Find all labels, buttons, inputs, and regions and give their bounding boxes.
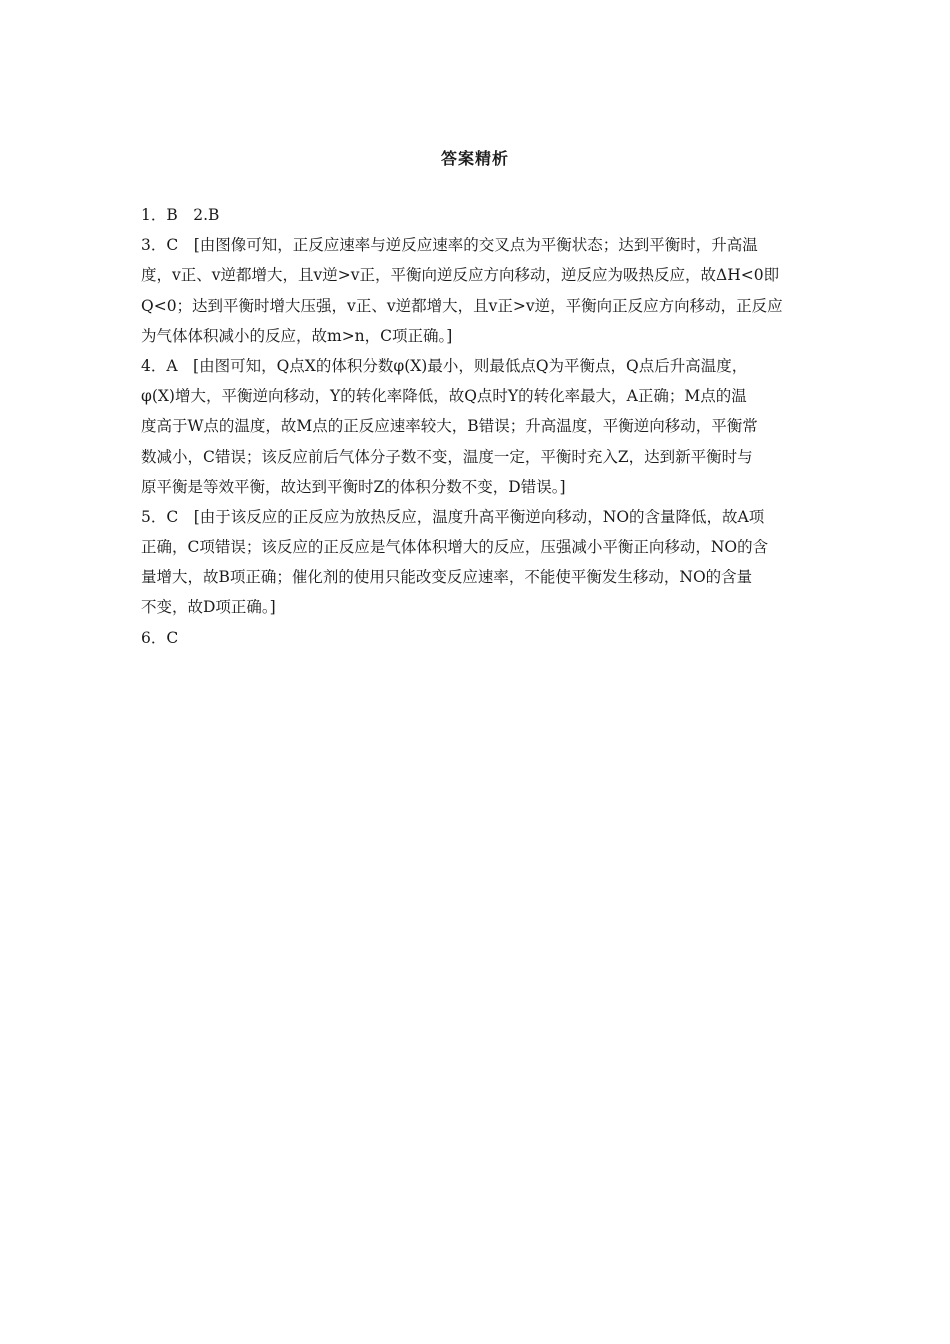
answer-line-2: 3．C [由图像可知，正反应速率与逆反应速率的交叉点为平衡状态；达到平衡时，升高温 (141, 236, 758, 255)
answer-line-10: 原平衡是等效平衡，故达到平衡时Z的体积分数不变，D错误。] (141, 477, 566, 496)
answer-line-7: φ(X)增大，平衡逆向移动，Y的转化率降低，故Q点时Y的转化率最大，A正确；M点的温 (141, 387, 747, 406)
answer-line-13: 量增大，故B项正确；催化剂的使用只能改变反应速率，不能使平衡发生移动，NO的含量 (141, 568, 753, 587)
page-title: 答案精析 (440, 149, 509, 168)
answer-line-4: Q<0；达到平衡时增大压强，v正、v逆都增大，且v正>v逆，平衡向正反应方向移动，正反应 (141, 296, 783, 315)
answer-line-9: 数减小，C错误；该反应前后气体分子数不变，温度一定，平衡时充入Z，达到新平衡时与 (141, 447, 753, 466)
answer-line-15: 6．C (141, 628, 179, 647)
answer-line-14: 不变，故D项正确。] (141, 598, 276, 617)
answer-line-11: 5．C [由于该反应的正反应为放热反应，温度升高平衡逆向移动，NO的含量降低，故A项 (141, 507, 765, 526)
answer-line-6: 4．A [由图可知，Q点X的体积分数φ(X)最小，则最低点Q为平衡点，Q点后升高温度， (141, 356, 748, 375)
answer-line-1: 1．B 2.B (141, 206, 220, 224)
answer-line-8: 度高于W点的温度，故M点的正反应速率较大，B错误；升高温度，平衡逆向移动，平衡常 (141, 417, 758, 436)
answer-line-12: 正确，C项错误；该反应的正反应是气体体积增大的反应，压强减小平衡正向移动，NO的含 (141, 538, 769, 557)
answer-line-3: 度，v正、v逆都增大，且v逆>v正，平衡向逆反应方向移动，逆反应为吸热反应，故ΔH<0即 (141, 266, 780, 285)
answer-line-5: 为气体体积减小的反应，故m>n，C项正确。] (141, 326, 453, 345)
answer-body (141, 200, 813, 653)
